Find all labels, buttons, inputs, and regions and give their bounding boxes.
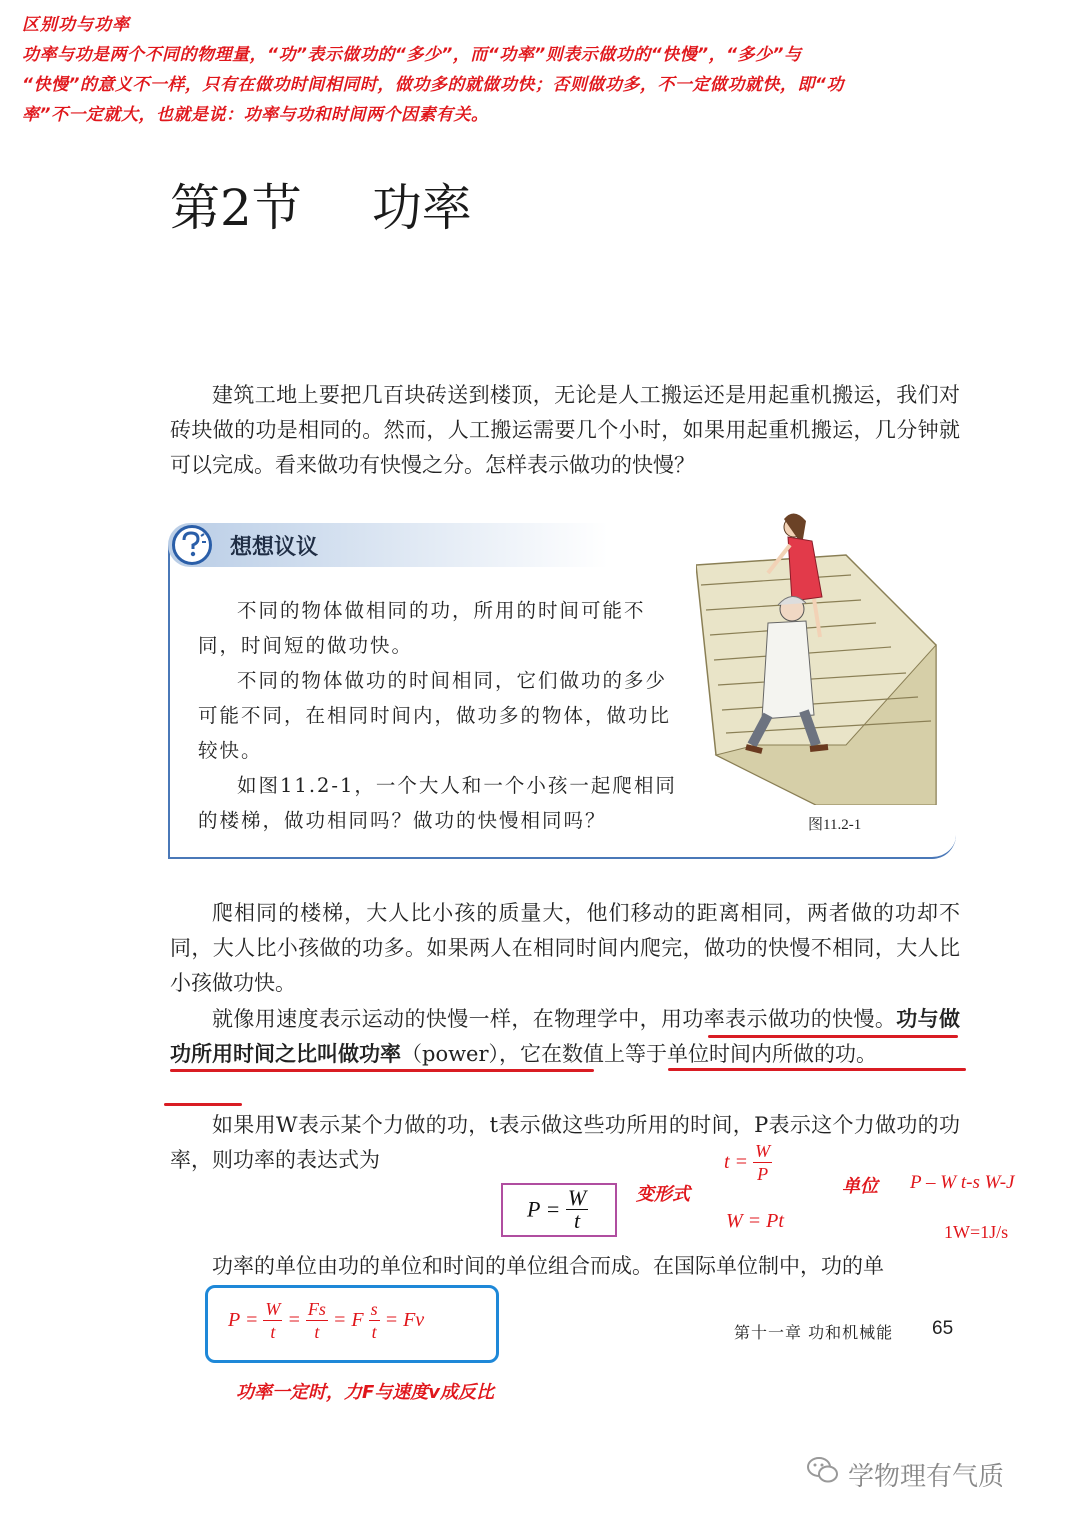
page-number: 65	[932, 1318, 954, 1339]
unit-conversion: 1W=1J/s	[944, 1222, 1009, 1242]
note-line-1: 功率与功是两个不同的物理量，“功”表示做功的“多少”，而“功率”则表示做功的“快慢”，“多少”与	[22, 45, 802, 65]
note-line-2: “快慢”的意义不一样，只有在做功时间相同时，做功多的就做功快；否则做功多，不一定做功就快，即“功	[22, 75, 844, 95]
unit-label: 单位	[842, 1176, 878, 1197]
intro-text: 建筑工地上要把几百块砖送到楼顶，无论是人工搬运还是用起重机搬运，我们对砖块做的功是相同的。然而，人工搬运需要几个小时，如果用起重机搬运，几分钟就可以完成。看来做功有快慢之分。怎样表示做功的快慢？	[170, 383, 960, 477]
underline-2	[170, 1069, 594, 1072]
unit-text: P – W t-s W-J	[910, 1172, 1015, 1193]
discussion-title: 想想议议	[230, 535, 319, 560]
underline-3	[668, 1068, 966, 1071]
discussion-p2: 不同的物体做功的时间相同，它们做功的多少可能不同，在相同时间内，做功多的物体，做功比较快。	[198, 669, 672, 762]
bottom-note: 功率一定时，力F与速度v成反比	[236, 1382, 495, 1403]
watermark: 学物理有气质	[848, 1462, 1005, 1492]
body-p4-text: 功率的单位由功的单位和时间的单位组合而成。在国际单位制中，功的单	[212, 1254, 884, 1278]
section-title: 功率	[371, 179, 472, 237]
discussion-p1: 不同的物体做相同的功，所用的时间可能不同，时间短的做功快。	[198, 599, 646, 657]
highlight-definition-2: 数值上等于单位时间内所做的功。	[562, 1042, 878, 1066]
underline-4	[164, 1103, 242, 1106]
discussion-box	[168, 523, 956, 859]
section-heading	[170, 168, 472, 240]
body-p1-text: 爬相同的楼梯，大人比小孩的质量大，他们移动的距离相同，两者做的功却不同，大人比小孩做的功多。如果两人在相同时间内爬完，做功的快慢不相同，大人比小孩做功快。	[170, 901, 960, 995]
power-formula-box	[501, 1183, 617, 1237]
body-p3-text: 如果用W表示某个力做的功，t表示做这些功所用的时间，P表示这个力做功的功率，则功率的表达式为	[170, 1113, 960, 1172]
variant-label: 变形式	[636, 1184, 690, 1205]
t-formula: t = $\frac{W}{P}$	[724, 1141, 771, 1184]
discussion-p3: 如图11.2-1，一个大人和一个小孩一起爬相同的楼梯，做功相同吗？做功的快慢相同吗？	[198, 774, 677, 832]
derivation-box	[205, 1285, 499, 1363]
figure-caption: 图11.2-1	[808, 817, 862, 833]
body-p2-text: 就像用速度表示运动的快慢一样，在物理学中，用功率表示做功的快慢。功与做功所用时间之比叫做功率（power），它在数值上等于单位时间内所做的功。	[170, 1007, 961, 1066]
discussion-text	[198, 593, 678, 838]
highlight-definition-1: 用功率表示做功的快慢。	[661, 1007, 897, 1031]
wechat-icon	[806, 1455, 840, 1485]
discussion-header	[168, 523, 608, 567]
underline-1	[708, 1035, 958, 1038]
chapter-footer: 第十一章 功和机械能	[734, 1323, 894, 1342]
power-formula: P = $\frac{W}{t}$	[527, 1185, 587, 1233]
note-line-3: 率”不一定就大，也就是说：功率与功和时间两个因素有关。	[22, 105, 489, 125]
discussion-icon	[172, 525, 212, 565]
body-paragraph-1	[170, 896, 960, 1001]
derivation-formula: P = $\frac{W}{t}$ = $\frac{Fs}{t}$ = F $\frac{s}{t}$ = Fv	[228, 1299, 425, 1342]
w-formula: W = Pt	[726, 1210, 784, 1232]
body-paragraph-4	[170, 1249, 960, 1284]
section-label: 第2节	[170, 179, 302, 237]
stairs-illustration	[696, 505, 960, 805]
note-title: 区别功与功率	[22, 15, 130, 35]
body-paragraph-3	[170, 1108, 960, 1178]
power-definition: 功与做功所用时间之比叫做功率	[170, 1007, 961, 1066]
intro-paragraph	[170, 378, 960, 483]
